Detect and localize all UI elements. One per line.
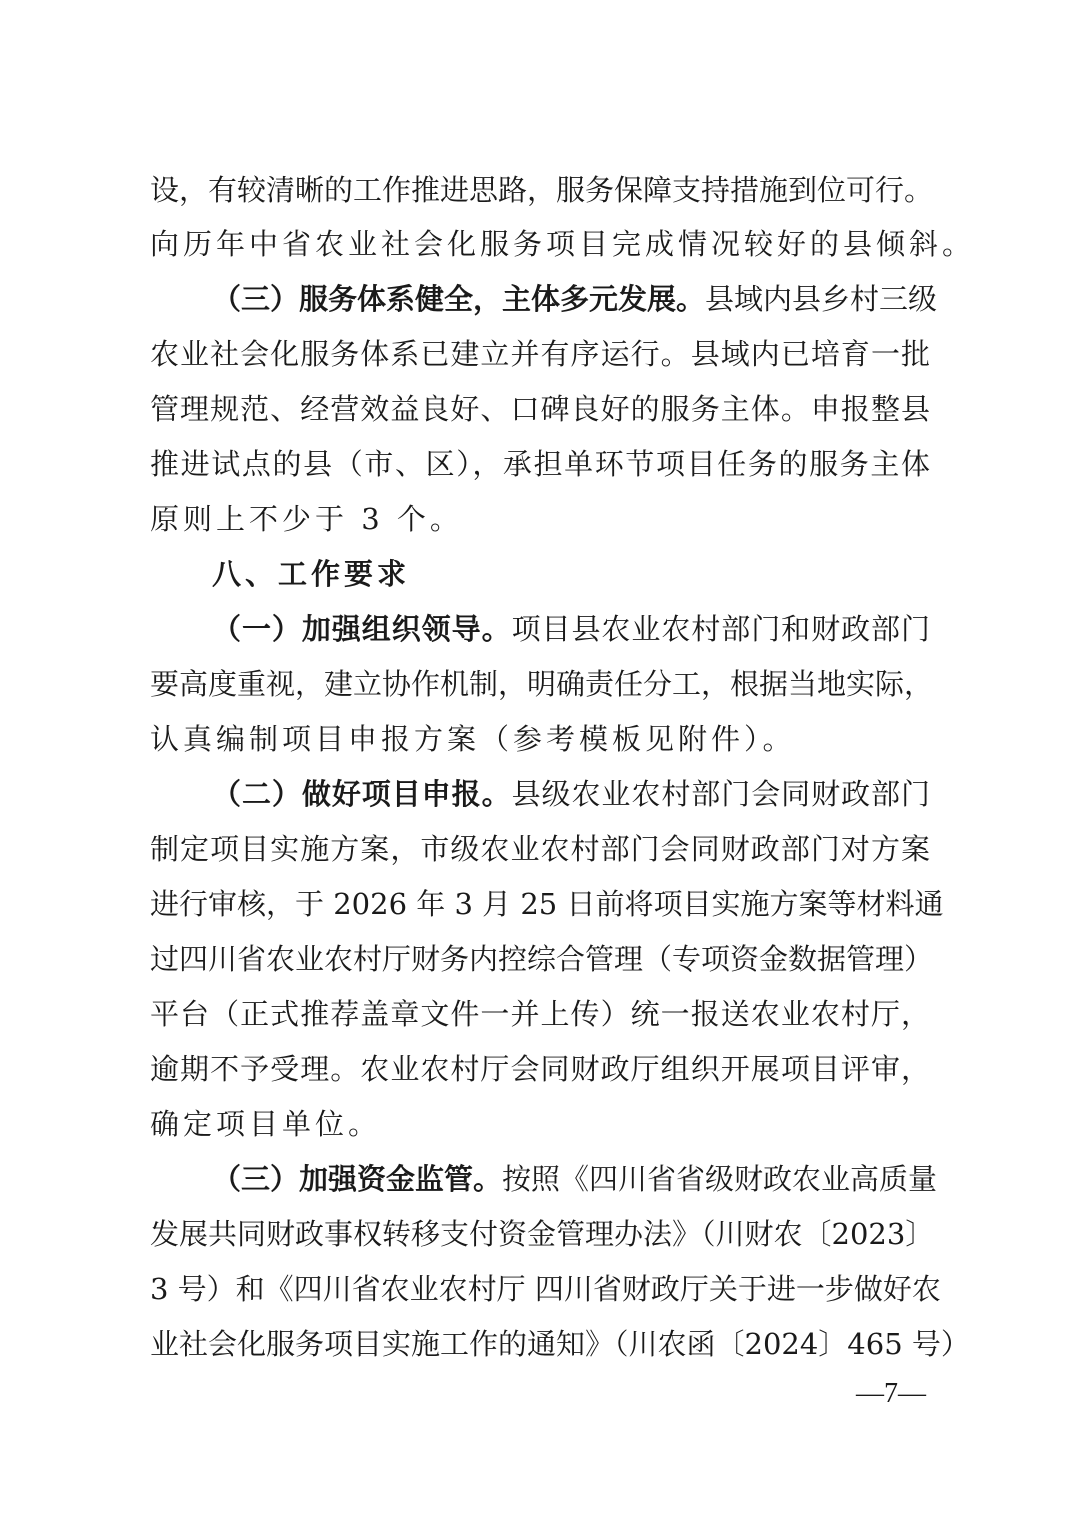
paragraph-line: （二）做好项目申报。县级农业农村部门会同财政部门 [212, 777, 930, 811]
section-heading: 八、工作要求 [212, 557, 411, 591]
paragraph-line: 要高度重视，建立协作机制，明确责任分工，根据当地实际， [150, 667, 934, 701]
paragraph-line: 向历年中省农业社会化服务项目完成情况较好的县倾斜。 [150, 227, 976, 261]
paragraph-line: 进行审核，于 2026 年 3 月 25 日前将项目实施方案等材料通 [150, 887, 944, 921]
paragraph-line: 推进试点的县（市、区），承担单环节项目任务的服务主体 [150, 447, 930, 481]
paragraph-line: 制定项目实施方案，市级农业农村部门会同财政部门对方案 [150, 832, 930, 866]
paragraph-line: 发展共同财政事权转移支付资金管理办法》（川财农〔2023〕 [150, 1217, 935, 1251]
paragraph-lead: （二）做好项目申报。 [212, 777, 512, 811]
paragraph-line: 认真编制项目申报方案（参考模板见附件）。 [150, 722, 796, 756]
paragraph-line: （三）服务体系健全，主体多元发展。县域内县乡村三级 [212, 282, 938, 316]
paragraph-line: （三）加强资金监管。按照《四川省省级财政农业高质量 [212, 1162, 938, 1196]
paragraph-line: （一）加强组织领导。项目县农业农村部门和财政部门 [212, 612, 930, 646]
paragraph-line: 平台（正式推荐盖章文件一并上传）统一报送农业农村厅， [150, 997, 930, 1031]
paragraph-line: 过四川省农业农村厅财务内控综合管理（专项资金数据管理） [150, 942, 934, 976]
paragraph-line: 业社会化服务项目实施工作的通知》（川农函〔2024〕465 号） [150, 1327, 970, 1361]
paragraph-line: 设，有较清晰的工作推进思路，服务保障支持措施到位可行。 [150, 173, 934, 207]
paragraph-lead: （三）加强资金监管。 [212, 1162, 503, 1196]
paragraph-line: 管理规范、经营效益良好、口碑良好的服务主体。申报整县 [150, 392, 930, 426]
paragraph-line: 确定项目单位。 [150, 1107, 382, 1141]
paragraph-line: 农业社会化服务体系已建立并有序运行。县域内已培育一批 [150, 337, 930, 371]
paragraph-line: 逾期不予受理。农业农村厅会同财政厅组织开展项目评审， [150, 1052, 930, 1086]
paragraph-line: 3 号）和《四川省农业农村厅 四川省财政厅关于进一步做好农 [150, 1272, 941, 1306]
paragraph-line: 原则上不少于 3 个。 [150, 502, 463, 536]
page-number: —7— [856, 1378, 926, 1409]
paragraph-lead: （一）加强组织领导。 [212, 612, 512, 646]
paragraph-lead: （三）服务体系健全，主体多元发展。 [212, 282, 706, 316]
